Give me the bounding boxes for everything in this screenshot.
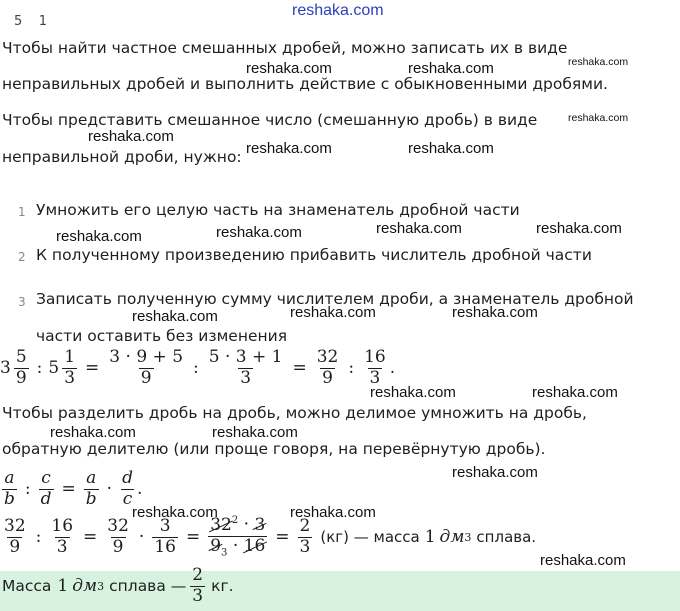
step-text: К полученному произведению прибавить числитель дробной части [36, 246, 592, 264]
cancelled-fraction [208, 516, 267, 558]
numerator: 16 [364, 347, 386, 367]
watermark: reshaka.com [290, 304, 376, 321]
dot: · [243, 514, 250, 535]
watermark: reshaka.com [452, 304, 538, 321]
denominator: 9 [9, 536, 21, 557]
numerator: 32 [107, 515, 129, 536]
operator: : [193, 358, 199, 379]
step-number: 1 [18, 205, 26, 219]
numerator: 16 [51, 515, 74, 536]
watermark: reshaka.com [56, 228, 142, 245]
watermark: reshaka.com [370, 384, 456, 401]
operator: = [83, 527, 98, 548]
computation-equation [0, 516, 536, 558]
fraction [315, 349, 341, 388]
watermark: reshaka.com [408, 60, 494, 77]
cancelled-number: 9 [210, 535, 222, 556]
watermark: reshaka.com [212, 424, 298, 441]
division-rule-equation [0, 470, 142, 509]
watermark: reshaka.com [246, 60, 332, 77]
cancelled-number: 16 [243, 535, 266, 556]
answer-suffix: кг. [211, 577, 234, 596]
numerator: a [4, 468, 15, 488]
fraction [120, 470, 135, 509]
answer-middle: сплава — [109, 577, 187, 596]
watermark: reshaka.com [536, 220, 622, 237]
numerator: 5 · 3 + 1 [208, 347, 283, 367]
paragraph-2-line-1: Чтобы представить смешанное число (смешанную дробь) в виде [2, 111, 538, 129]
denominator: 9 [322, 367, 333, 388]
cancelled-number: 3 [254, 514, 266, 535]
numerator: 32 [4, 515, 26, 536]
watermark: reshaka.com [568, 112, 629, 124]
denominator: 3 [369, 367, 381, 388]
denominator: 9 [15, 367, 27, 388]
step-number: 2 [18, 250, 26, 264]
watermark: reshaka.com [452, 464, 538, 481]
numerator: 1 [64, 347, 76, 367]
paragraph-3-line-1: Чтобы разделить дробь на дробь, можно делимое умножить на дробь, [2, 404, 587, 422]
numerator: 2 [192, 565, 204, 585]
fraction [105, 515, 131, 557]
watermark: reshaka.com [216, 224, 302, 241]
watermark: reshaka.com [132, 504, 218, 521]
numerator: 3 · 9 + 5 [109, 347, 184, 367]
fraction [107, 349, 185, 388]
answer-unit-dm: дм [72, 576, 98, 597]
numerator: 3 [159, 515, 171, 536]
denominator: 3 [56, 536, 68, 557]
answer-fraction [190, 567, 205, 606]
operator: : [36, 358, 43, 379]
paragraph-1-line-1: Чтобы найти частное смешанных дробей, можно записать их в виде [2, 39, 568, 57]
numerator: c [41, 468, 51, 488]
denominator: 9 [112, 536, 124, 557]
fraction [2, 470, 17, 509]
fraction [49, 515, 75, 557]
cut-fragment: 5 1 [14, 14, 48, 29]
unit-dm: дм [439, 527, 465, 548]
quantity: 1 [424, 527, 436, 548]
watermark: reshaka.com [568, 56, 629, 68]
paragraph-3-line-2: обратную делителю (или проще говоря, на перевёрнутую дробь). [2, 440, 546, 458]
operator: = [85, 358, 100, 379]
numerator: d [122, 468, 133, 488]
operator: · [138, 527, 145, 548]
watermark: reshaka.com [408, 140, 494, 157]
fraction [152, 515, 178, 557]
dot: · [232, 535, 239, 556]
answer-quantity: 1 [57, 576, 69, 597]
watermark: reshaka.com [88, 128, 174, 145]
mixed-division-equation [0, 349, 395, 388]
numerator: a [86, 468, 97, 488]
period: . [136, 479, 143, 500]
watermark: reshaka.com [376, 220, 462, 237]
tail-text: сплава. [476, 528, 537, 547]
answer-line [2, 567, 234, 606]
operator: = [275, 527, 290, 548]
denominator: 3 [299, 536, 311, 557]
step-text: части оставить без изменения [36, 327, 288, 345]
denominator: 16 [154, 536, 176, 557]
denominator: d [40, 488, 52, 509]
answer-unit-exponent: 3 [97, 579, 105, 593]
numerator: 32 [316, 347, 339, 367]
operator: · [106, 479, 113, 500]
unit-exponent: 3 [464, 530, 472, 544]
fraction [207, 349, 285, 388]
watermark: reshaka.com [290, 504, 376, 521]
denominator: 9 [140, 367, 152, 388]
denominator: b [4, 488, 15, 509]
operator: : [24, 479, 31, 500]
unit-text: (кг) — масса [320, 528, 420, 547]
operator: = [292, 358, 307, 379]
fraction [2, 515, 28, 557]
fraction [298, 515, 313, 557]
reduced-number: 2 [231, 515, 239, 526]
period: . [389, 358, 396, 379]
whole-part: 5 [48, 358, 60, 379]
fraction [62, 349, 77, 388]
reduced-number: 3 [221, 546, 228, 558]
paragraph-1-line-2: неправильных дробей и выполнить действие с обыкновенными дробями. [2, 75, 608, 93]
fraction [84, 470, 99, 509]
numerator: 2 [299, 515, 311, 536]
denominator [208, 536, 267, 559]
fraction [14, 349, 29, 388]
fraction [39, 470, 54, 509]
denominator: b [85, 488, 97, 509]
denominator: 3 [240, 367, 252, 388]
watermark: reshaka.com [540, 552, 626, 569]
operator: : [348, 358, 355, 379]
denominator: 3 [64, 367, 76, 388]
operator: = [61, 479, 76, 500]
operator: = [185, 527, 201, 548]
answer-prefix: Масса [2, 577, 52, 596]
step-text: Умножить его целую часть на знаменатель дробной части [36, 201, 520, 219]
watermark-top: reshaka.com [292, 2, 384, 19]
fraction [362, 349, 388, 388]
watermark: reshaka.com [50, 424, 136, 441]
denominator: 3 [192, 585, 204, 606]
operator: : [35, 527, 42, 548]
whole-part: 3 [0, 358, 11, 379]
cancelled-number: 32 [210, 514, 232, 535]
watermark: reshaka.com [532, 384, 618, 401]
denominator: c [122, 488, 133, 509]
watermark: reshaka.com [246, 140, 332, 157]
watermark: reshaka.com [132, 308, 218, 325]
paragraph-2-line-2: неправильной дроби, нужно: [2, 148, 242, 166]
step-number: 3 [18, 295, 26, 309]
step-text: Записать полученную сумму числителем дроби, а знаменатель дробной [36, 290, 634, 308]
numerator: 5 [15, 347, 27, 367]
